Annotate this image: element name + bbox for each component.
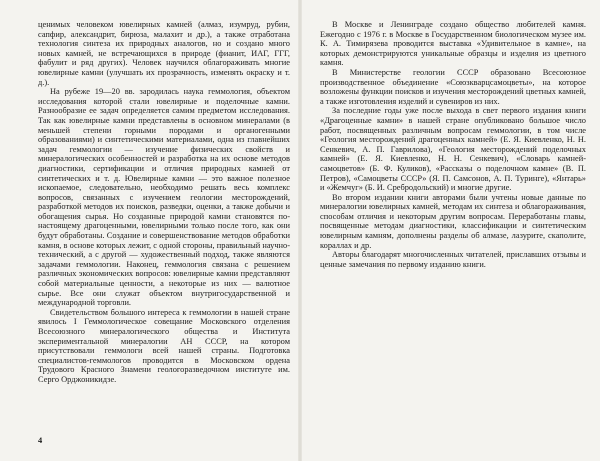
- right-paragraph-1: В Москве и Ленинграде создано общество любителей камня. Ежегодно с 1976 г. в Москве в Государственном биологическом музее им. К. А. Тимирязева проводится выставка «Удивительное в камне», на которых демонстрируются уникальные образцы и изделия из цветного камня.: [320, 20, 586, 68]
- right-paragraph-4: Во втором издании книги авторами были учтены новые данные по минералогии ювелирных камней, методам их синтеза и облагораживания, способам отличия и некоторым другим вопросам. Переработаны главы, посвященные методам диагностики, классификации и синтетическим ювелирным камням, дополнены разделы об алмазе, лазурите, скаполите, кораллах и др.: [320, 192, 586, 250]
- page-number: 4: [38, 436, 43, 445]
- right-paragraph-2: В Министерстве геологии СССР образовано Всесоюзное производственное объединение «Союзкварцсамоцветы», на которое возложены функции поисков и изучения месторождений цветных камней, а также изготовления изделий и сувениров из них.: [320, 67, 586, 106]
- right-paragraph-3: За последние годы уже после выхода в свет первого издания книги «Драгоценные камни» в нашей стране опубликовано большое число работ, посвященных различным вопросам геммологии, в том числе «Геология месторождений драгоценных камней» (Е. Я. Киевленко, Н. Н. Сенкевич, А. П. Гаврилова), «Геология месторождений поделочных камней» (Е. Я. Киевленко, Н. Н. Сенкевич), «Словарь камней-самоцветов» (Б. Ф. Куликов), «Рассказы о поделочном камне» (В. П. Петров), «Самоцветы СССР» (Я. П. Самсонов, А. П. Туринге), «Янтарь» и «Жемчуг» (Б. И. Сребродольский) и многие другие.: [320, 106, 586, 193]
- left-paragraph-3: Свидетельством большого интереса к геммологии в нашей стране явилось I Геммологическое совещание Московского отделения Всесоюзного минералогического общества и Института экспериментальной минералогии АН СССР, на котором присутствовали геммологи всей нашей страны. Подготовка специалистов-геммологов проводится в Московском ордена Трудового Красного Знамени геологоразведочном институте им. Серго Орджоникидзе.: [38, 307, 290, 384]
- left-paragraph-2: На рубеже 19—20 вв. зародилась наука геммология, объектом исследования которой стали ювелирные и поделочные камни. Разнообразие ее задач определяется самим предметом исследования. Так как ювелирные камни представлены в основном минералами (в меньшей степени горными породами и органогенными образованиями) и синтетическими материалами, одна из главнейших задач геммологии — изучение физических свойств и минералогических особенностей и разработка на их основе методов диагностики, сертификации и отличия природных камней от синтетических и т. д. Ювелирные камни — это важное полезное ископаемое, следовательно, необходимо решать весь комплекс вопросов, связанных с изучением геологии месторождений, разработкой методов их поисков, разведки, оценки, а также добычи и обогащения сырья. Но созданные природой камни становятся по-настоящему драгоценными, ювелирными только после того, как они будут обработаны. Создание и совершенствование методов обработки камня, в основе которых лежит, с одной стороны, правильный научно-технический, а с другой — художественный подход, также являются задачами геммологии. Наконец, геммология связана с решением различных экономических вопросов: ювелирные камни представляют собой материальные ценности, а некоторые из них — валютное сырье. Все они служат объектом внутригосударственной и международной торговли.: [38, 87, 290, 308]
- left-paragraph-1: ценимых человеком ювелирных камней (алмаз, изумруд, рубин, сапфир, александрит, бирюза, малахит и др.), а также отработана технология синтеза их природных аналогов, но и создано много новых камней, не встречающихся в природе (фианит, ИАГ, ГГГ, фабулит и ряд других). Человек научился облагораживать многие ювелирные камни (улучшать их прозрачность, изменять окраску и т. д.).: [38, 20, 290, 87]
- right-paragraph-5: Авторы благодарят многочисленных читателей, приславших отзывы и ценные замечания по первому изданию книги.: [320, 250, 586, 269]
- right-page: [300, 0, 600, 461]
